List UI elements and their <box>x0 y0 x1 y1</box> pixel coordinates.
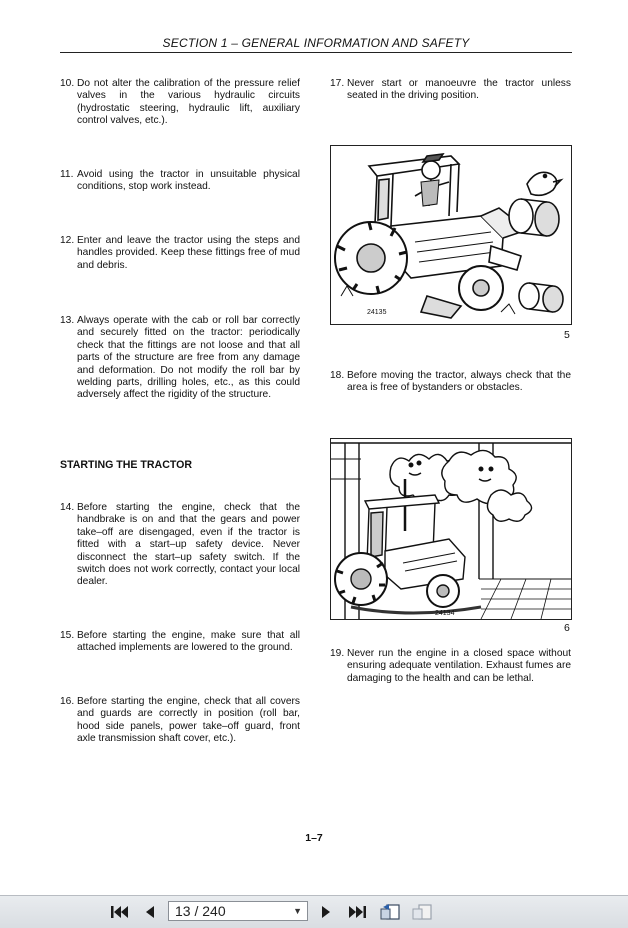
section-heading: STARTING THE TRACTOR <box>60 459 193 471</box>
tractor-crash-illustration <box>331 146 571 324</box>
first-page-icon[interactable] <box>110 903 130 921</box>
chevron-down-icon[interactable]: ▼ <box>293 906 302 916</box>
safety-item-12 <box>60 235 300 272</box>
page-field-text: 13 / 240 <box>175 903 226 919</box>
safety-item-19 <box>330 648 571 685</box>
item-number: 17. <box>330 78 345 89</box>
figure-tractor-garage <box>330 438 572 620</box>
item-number: 12. <box>60 235 75 246</box>
next-view-icon[interactable] <box>411 903 433 921</box>
safety-item-11 <box>60 169 300 194</box>
header-rule <box>60 52 572 53</box>
page-number: 1–7 <box>305 832 323 844</box>
safety-item-15 <box>60 630 300 655</box>
page-number-field[interactable] <box>168 901 308 921</box>
figure-tractor-crash <box>330 145 572 325</box>
item-text: Always operate with the cab or roll bar correctly and securely fitted on the tractor: periodically check that the fittings are not loose and that all parts of the structure are free from any damage and deformation. Do not modify the roll bar by welding parts, drilling holes, etc., as this could adversely affect the rigidity of the structure. <box>77 315 300 401</box>
item-text: Before starting the engine, check that all covers and guards are correctly in position (roll bar, hood side panels, power take–off guard, front axle transmission shaft cover, etc.). <box>77 696 300 745</box>
previous-page-icon[interactable] <box>142 903 158 921</box>
safety-item-13 <box>60 315 300 402</box>
tractor-garage-illustration <box>331 439 571 619</box>
item-number: 13. <box>60 315 75 326</box>
item-number: 15. <box>60 630 75 641</box>
viewer-toolbar <box>0 895 628 928</box>
item-text: Never run the engine in a closed space without ensuring adequate ventilation. Exhaust fumes are damaging to the health and can be lethal. <box>347 648 571 684</box>
last-page-icon[interactable] <box>346 903 368 921</box>
item-number: 11. <box>60 169 74 180</box>
item-text: Before starting the engine, check that the handbrake is on and that the gears and power take–off are disengaged, even if the tractor is fitted with a start–up safety device. Never disconnect the start–up safety switch. If the switch does not work correctly, contact your local dealer. <box>77 502 300 588</box>
item-number: 14. <box>60 502 75 513</box>
item-text: Enter and leave the tractor using the steps and handles provided. Keep these fittings free of mud and debris. <box>77 235 300 271</box>
item-number: 16. <box>60 696 75 707</box>
item-text: Do not alter the calibration of the pressure relief valves in the various hydraulic circuits (hydrostatic steering, hydraulic lift, auxiliary control valves, etc.). <box>77 78 300 127</box>
safety-item-14 <box>60 502 300 589</box>
previous-view-icon[interactable] <box>379 903 401 921</box>
item-number: 18. <box>330 370 345 381</box>
section-header: SECTION 1 – GENERAL INFORMATION AND SAFETY <box>162 36 470 50</box>
figure-code: 24135 <box>367 309 387 316</box>
safety-item-18 <box>330 370 571 395</box>
item-number: 10. <box>60 78 75 89</box>
item-text: Before starting the engine, make sure that all attached implements are lowered to the ground. <box>77 630 300 654</box>
figure-number: 5 <box>564 329 570 341</box>
item-number: 19. <box>330 648 345 659</box>
figure-code: 24134 <box>435 610 455 617</box>
item-text: Never start or manoeuvre the tractor unless seated in the driving position. <box>347 78 571 102</box>
next-page-icon[interactable] <box>318 903 334 921</box>
safety-item-10 <box>60 78 300 128</box>
item-text: Avoid using the tractor in unsuitable physical conditions, stop work instead. <box>77 169 300 193</box>
safety-item-16 <box>60 696 300 746</box>
safety-item-17 <box>330 78 571 103</box>
figure-number: 6 <box>564 622 570 634</box>
item-text: Before moving the tractor, always check that the area is free of bystanders or obstacles. <box>347 370 571 394</box>
